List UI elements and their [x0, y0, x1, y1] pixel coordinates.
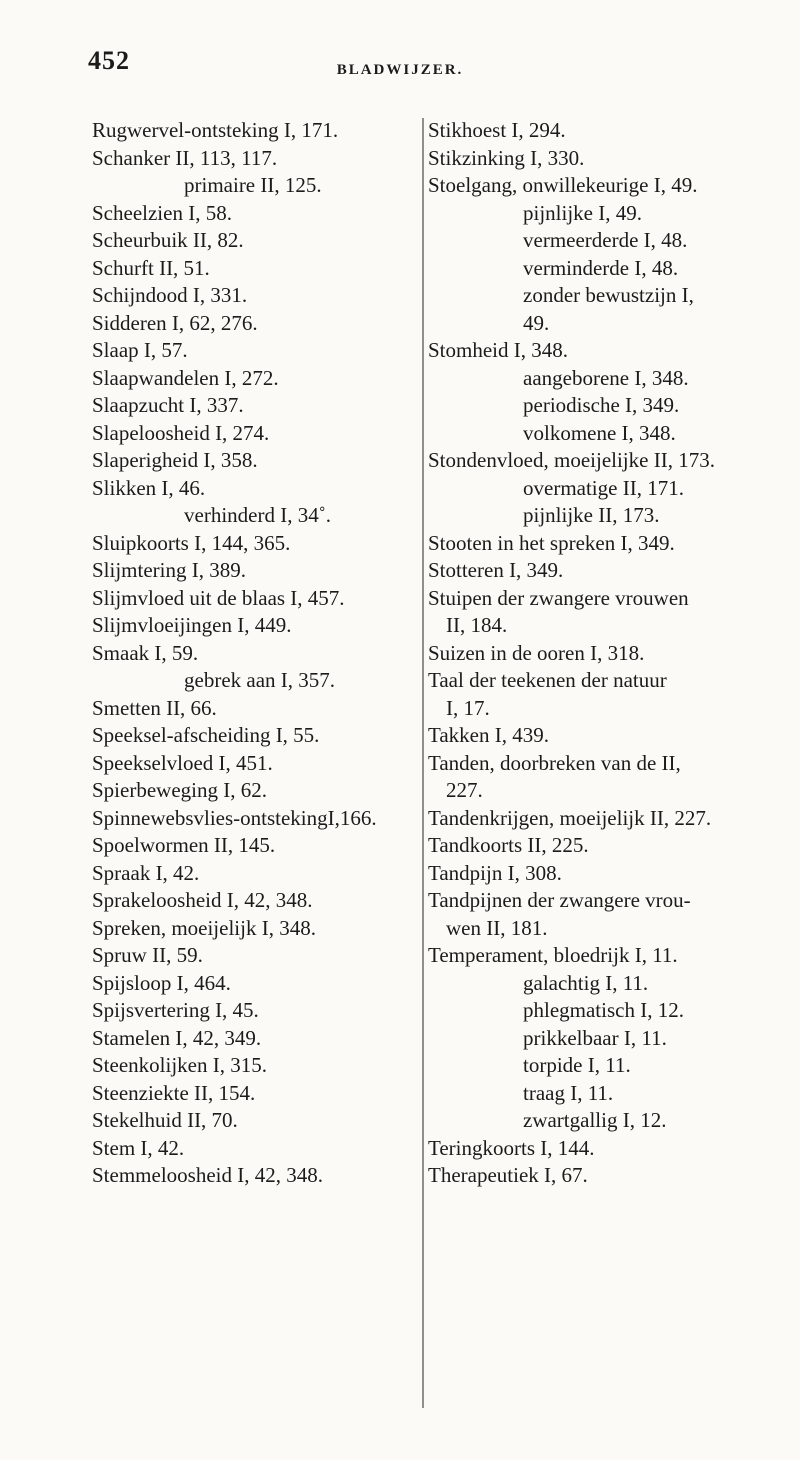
index-entry: Schijndood I, 331. [92, 283, 248, 307]
index-subentry: wen II, 181. [446, 915, 548, 940]
index-entry: Rugwervel-ontsteking I, 171. [92, 118, 339, 142]
index-subentry: traag I, 11. [523, 1080, 614, 1105]
index-entry: Slijmvloed uit de blaas I, 457. [92, 585, 345, 610]
index-subentry: gebrek aan I, 357. [184, 668, 336, 692]
index-subentry: overmatige II, 171. [523, 475, 684, 500]
index-entry: Stekelhuid II, 70. [92, 1108, 238, 1132]
index-entry: Slaperigheid I, 358. [92, 448, 258, 472]
index-entry: Scheurbuik II, 82. [92, 228, 244, 252]
index-entry: Slijmtering I, 389. [92, 558, 246, 582]
index-entry: Taal der teekenen der natuur [428, 668, 667, 692]
index-entry: Speeksel-afscheiding I, 55. [92, 723, 320, 747]
index-entry: Sprakeloosheid I, 42, 348. [92, 888, 313, 912]
index-entry: Slijmvloeijingen I, 449. [92, 613, 292, 637]
index-subentry: periodische I, 349. [523, 393, 680, 417]
index-entry: Stondenvloed, moeijelijke II, 173. [428, 448, 715, 472]
index-entry: Slaapzucht I, 337. [92, 393, 244, 417]
index-entry: Slaapwandelen I, 272. [92, 365, 279, 390]
index-subentry: galachtig I, 11. [523, 970, 649, 995]
index-entry: Tandpijn I, 308. [428, 860, 562, 885]
index-entry: Suizen in de ooren I, 318. [428, 640, 645, 665]
index-entry: Schurft II, 51. [92, 255, 210, 280]
index-subentry: 227. [446, 778, 483, 802]
index-entry: Temperament, bloedrijk I, 11. [428, 943, 678, 967]
index-entry: Stamelen I, 42, 349. [92, 1025, 262, 1050]
index-entry: Speekselvloed I, 451. [92, 750, 273, 775]
index-entry: Stotteren I, 349. [428, 558, 564, 582]
index-entry: Tandpijnen der zwangere vrou- [428, 888, 691, 912]
index-subentry: I, 17. [446, 695, 490, 720]
index-subentry: aangeborene I, 348. [523, 365, 689, 390]
index-entry: Takken I, 439. [428, 723, 549, 747]
index-entry: Smaak I, 59. [92, 640, 199, 665]
index-column-left [92, 117, 422, 1190]
index-entry: Steenziekte II, 154. [92, 1080, 256, 1105]
index-entry: Teringkoorts I, 144. [428, 1135, 595, 1160]
index-entry: Tandkoorts II, 225. [428, 833, 589, 857]
index-entry: Slaap I, 57. [92, 338, 188, 362]
index-entry: Spijsvertering I, 45. [92, 998, 259, 1022]
index-entry: Stikhoest I, 294. [428, 118, 566, 142]
index-subentry: verhinderd I, 34˚. [184, 503, 331, 527]
page-number: 452 [88, 46, 130, 75]
index-entry: Stoelgang, onwillekeurige I, 49. [428, 173, 698, 197]
index-subentry: volkomene I, 348. [523, 420, 676, 445]
index-entry: Schanker II, 113, 117. [92, 145, 278, 170]
index-entry: Stooten in het spreken I, 349. [428, 530, 675, 555]
index-entry: Spinnewebsvlies-ontstekingI,166. [92, 805, 377, 830]
index-entry: Stomheid I, 348. [428, 338, 568, 362]
index-entry: Slikken I, 46. [92, 475, 206, 500]
index-entry: Stikzinking I, 330. [428, 145, 585, 170]
index-subentry: verminderde I, 48. [523, 255, 679, 280]
index-subentry: pijnlijke I, 49. [523, 200, 642, 225]
index-entry: Scheelzien I, 58. [92, 200, 232, 225]
index-entry: Spraak I, 42. [92, 860, 200, 885]
index-entry: Stem I, 42. [92, 1135, 185, 1160]
index-subentry: 49. [523, 310, 550, 335]
index-entry: Sluipkoorts I, 144, 365. [92, 530, 291, 555]
index-entry: Spreken, moeijelijk I, 348. [92, 915, 316, 940]
index-entry: Therapeutiek I, 67. [428, 1163, 588, 1187]
index-entry: Spierbeweging I, 62. [92, 778, 267, 802]
index-entry: Stuipen der zwangere vrouwen [428, 585, 689, 610]
index-subentry: zwartgallig I, 12. [523, 1108, 667, 1132]
index-subentry: zonder bewustzijn I, [523, 283, 694, 307]
index-entry: Slapeloosheid I, 274. [92, 420, 270, 445]
index-entry: Stemmeloosheid I, 42, 348. [92, 1163, 323, 1187]
index-subentry: phlegmatisch I, 12. [523, 998, 684, 1022]
index-subentry: primaire II, 125. [184, 173, 322, 197]
index-subentry: II, 184. [446, 613, 508, 637]
index-entry: Spijsloop I, 464. [92, 970, 231, 995]
index-subentry: prikkelbaar I, 11. [523, 1025, 667, 1050]
index-entry: Spoelwormen II, 145. [92, 833, 276, 857]
index-entry: Sidderen I, 62, 276. [92, 310, 258, 335]
running-head: BLADWIJZER. [336, 62, 464, 78]
index-entry: Steenkolijken I, 315. [92, 1053, 267, 1077]
column-divider [422, 118, 424, 1408]
index-subentry: torpide I, 11. [523, 1053, 631, 1077]
index-entry: Tandenkrijgen, moeijelijk II, 227. [428, 805, 712, 830]
index-entry: Tanden, doorbreken van de II, [428, 750, 681, 775]
index-column-right [428, 117, 768, 1190]
index-entry: Smetten II, 66. [92, 695, 217, 720]
index-subentry: vermeerderde I, 48. [523, 228, 688, 252]
index-entry: Spruw II, 59. [92, 943, 203, 967]
index-subentry: pijnlijke II, 173. [523, 503, 660, 527]
